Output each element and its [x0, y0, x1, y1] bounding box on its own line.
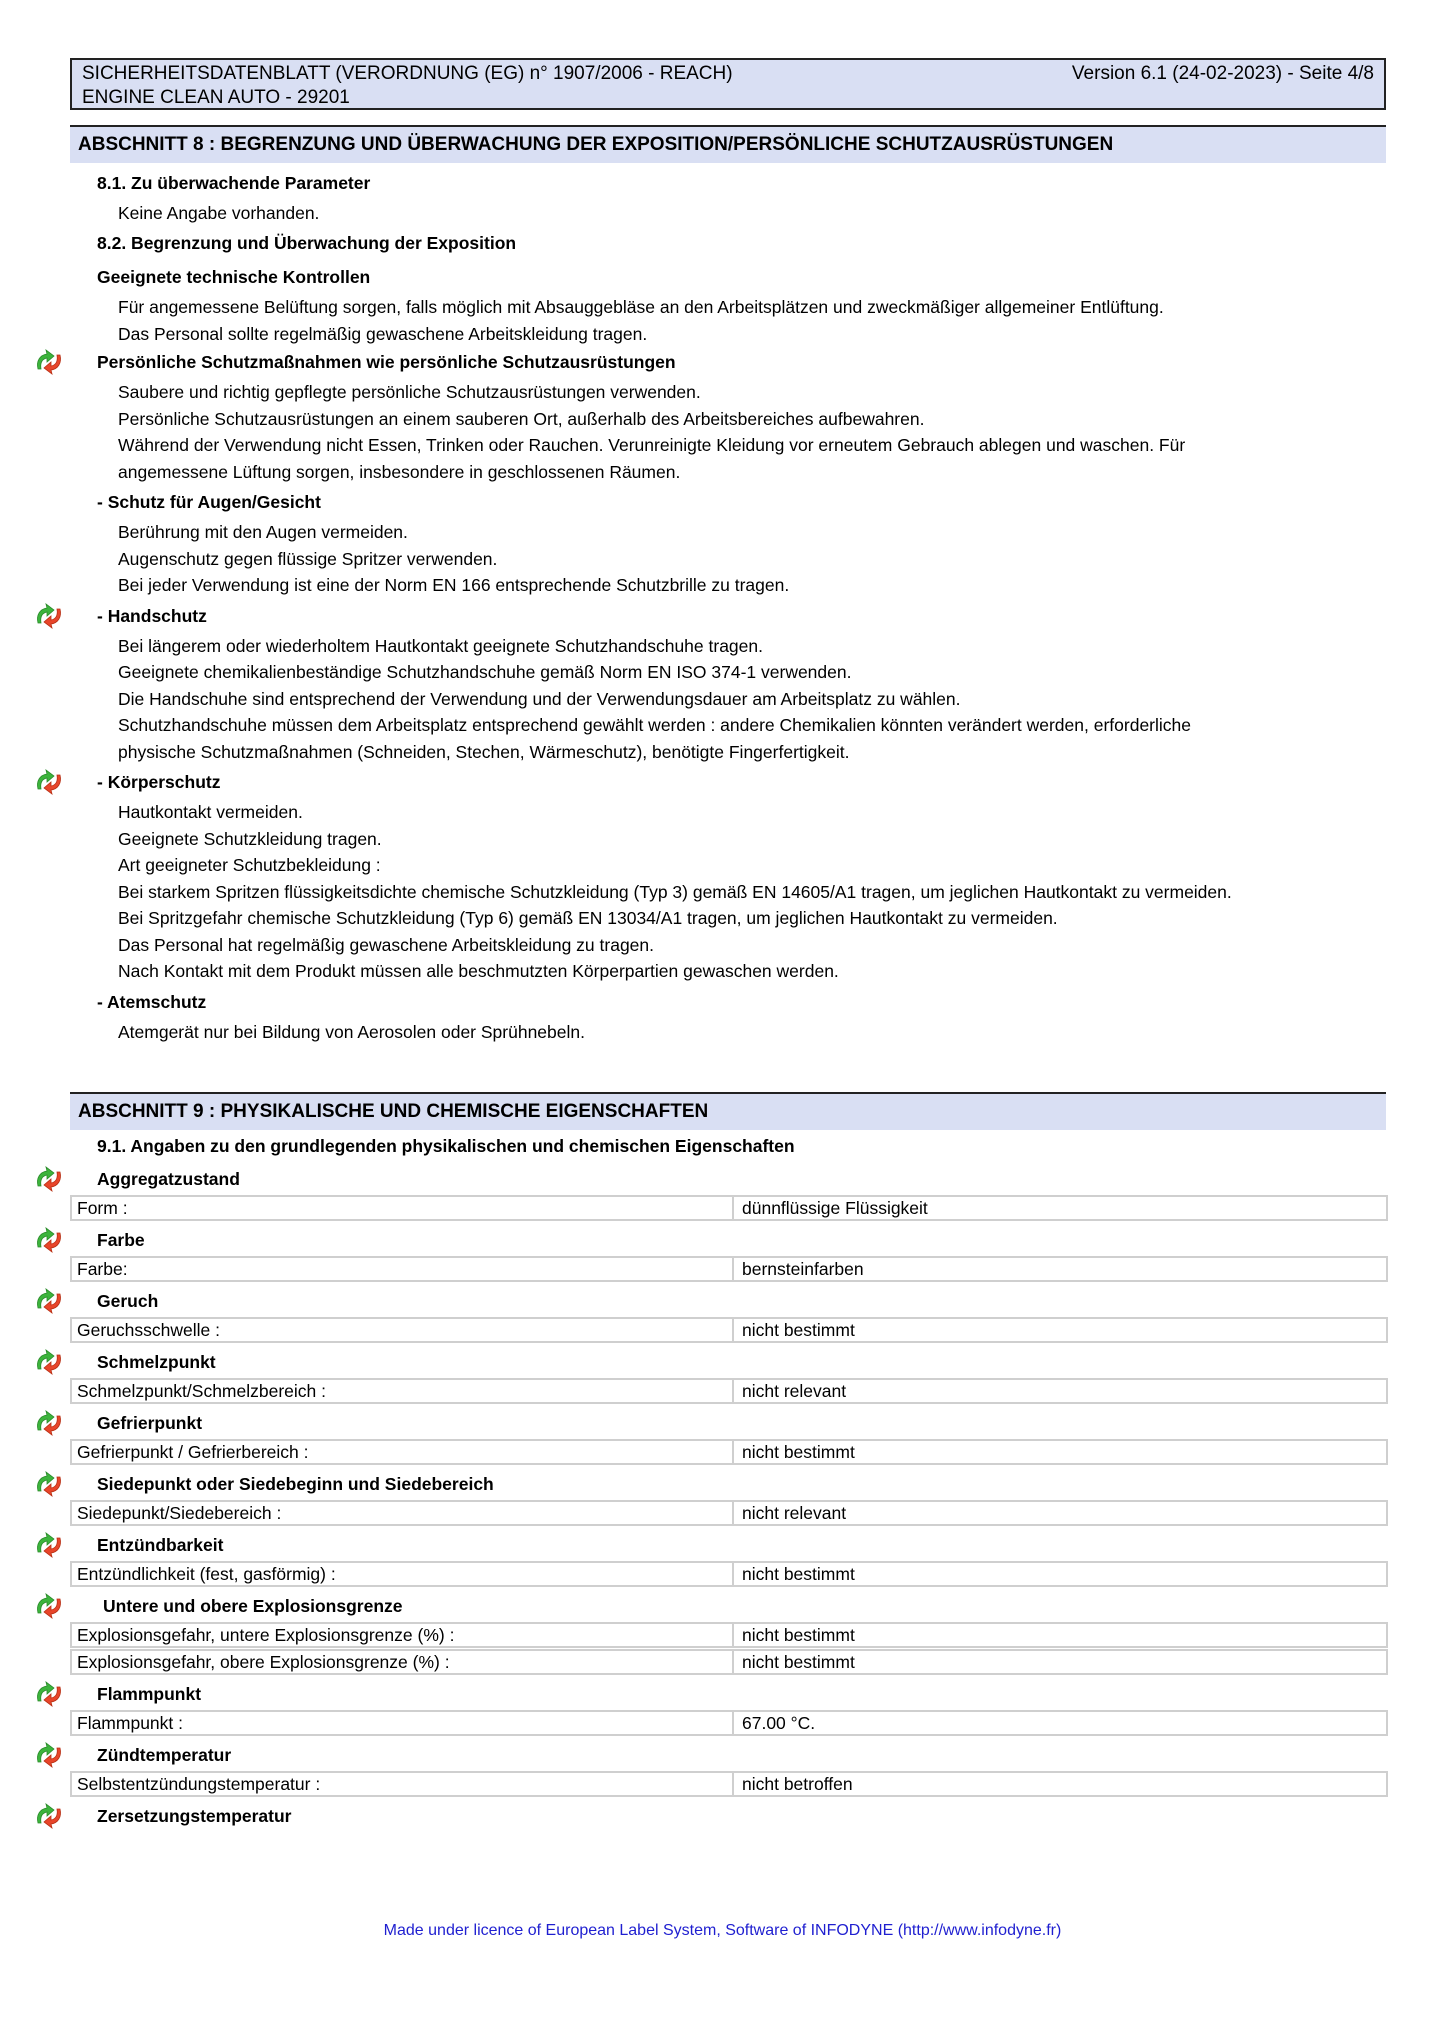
- version-info: Version 6.1 (24-02-2023) - Seite 4/8: [1071, 63, 1374, 84]
- property-row: [70, 1256, 1388, 1282]
- property-value: nicht relevant: [742, 1503, 847, 1523]
- section-8-title: ABSCHNITT 8 : BEGRENZUNG UND ÜBERWACHUNG DER EXPOSITION/PERSÖNLICHE SCHUTZAUSRÜSTUNGEN: [70, 125, 1386, 163]
- hand-protection-text: physische Schutzmaßnahmen (Schneiden, Stechen, Wärmeschutz), benötigte Fingerfertigkeit.: [118, 741, 850, 762]
- property-group-title: Schmelzpunkt: [97, 1352, 216, 1372]
- property-name: Gefrierpunkt / Gefrierbereich :: [72, 1441, 734, 1463]
- property-name: Geruchsschwelle :: [72, 1319, 734, 1341]
- update-arrows-icon: [32, 1530, 66, 1560]
- property-name: Form :: [72, 1197, 734, 1219]
- personal-protection-title: Persönliche Schutzmaßnahmen wie persönliche Schutzausrüstungen: [97, 352, 676, 372]
- hand-protection-text: Die Handschuhe sind entsprechend der Verwendung und der Verwendungsdauer am Arbeitsplatz zu wählen.: [118, 688, 961, 709]
- hand-protection-title: - Handschutz: [97, 605, 207, 626]
- property-value: nicht bestimmt: [742, 1442, 855, 1462]
- property-value: dünnflüssige Flüssigkeit: [742, 1198, 928, 1218]
- update-arrows-icon: [32, 347, 66, 377]
- update-arrows-icon: [32, 1225, 66, 1255]
- body-protection-text: Das Personal hat regelmäßig gewaschene Arbeitskleidung zu tragen.: [118, 934, 655, 955]
- property-value: nicht bestimmt: [742, 1320, 855, 1340]
- property-row: [70, 1317, 1388, 1343]
- subsection-8-2-title: 8.2. Begrenzung und Überwachung der Exposition: [97, 233, 517, 253]
- eye-protection-text: Bei jeder Verwendung ist eine der Norm EN 166 entsprechende Schutzbrille zu tragen.: [118, 575, 790, 595]
- property-row: [70, 1195, 1388, 1221]
- update-arrows-icon: [32, 1801, 66, 1831]
- property-group-title: Aggregatzustand: [97, 1169, 240, 1189]
- technical-controls-text: Für angemessene Belüftung sorgen, falls möglich mit Absauggebläse an den Arbeitsplätzen und zweckmäßiger allgemeiner Entlüftung.: [118, 297, 1164, 317]
- property-value: nicht betroffen: [742, 1774, 853, 1794]
- body-protection-text: Hautkontakt vermeiden.: [118, 802, 303, 822]
- subsection-8-1-title: 8.1. Zu überwachende Parameter: [97, 173, 371, 193]
- property-name: Farbe:: [72, 1258, 734, 1280]
- property-value: nicht bestimmt: [742, 1652, 855, 1672]
- property-group-title: Zündtemperatur: [97, 1745, 232, 1765]
- product-name: ENGINE CLEAN AUTO - 29201: [82, 87, 350, 108]
- property-name: Siedepunkt/Siedebereich :: [72, 1502, 734, 1524]
- property-value: 67.00 °C.: [742, 1713, 816, 1733]
- technical-controls-text: Das Personal sollte regelmäßig gewaschene Arbeitskleidung tragen.: [118, 323, 648, 344]
- hand-protection-text: Schutzhandschuhe müssen dem Arbeitsplatz entsprechend gewählt werden : andere Chemikalien könnten verändert werden, erforderliche: [118, 715, 1191, 735]
- property-name: Schmelzpunkt/Schmelzbereich :: [72, 1380, 734, 1402]
- update-arrows-icon: [32, 767, 66, 797]
- personal-protection-text: Persönliche Schutzausrüstungen an einem sauberen Ort, außerhalb des Arbeitsbereiches aufbewahren.: [118, 408, 925, 429]
- property-row: [70, 1710, 1388, 1736]
- update-arrows-icon: [32, 1347, 66, 1377]
- hand-protection-text: Geeignete chemikalienbeständige Schutzhandschuhe gemäß Norm EN ISO 374-1 verwenden.: [118, 662, 852, 682]
- update-arrows-icon: [32, 601, 66, 631]
- personal-protection-text: Während der Verwendung nicht Essen, Trinken oder Rauchen. Verunreinigte Kleidung vor erneutem Gebrauch ablegen und waschen. Für: [118, 435, 1186, 455]
- property-group-title: Siedepunkt oder Siedebeginn und Siedebereich: [97, 1474, 494, 1494]
- section-9-title: ABSCHNITT 9 : PHYSIKALISCHE UND CHEMISCHE EIGENSCHAFTEN: [70, 1092, 1386, 1130]
- document-title: SICHERHEITSDATENBLATT (VERORDNUNG (EG) n° 1907/2006 - REACH): [82, 63, 733, 84]
- body-protection-text: Geeignete Schutzkleidung tragen.: [118, 828, 382, 849]
- property-value: nicht relevant: [742, 1381, 847, 1401]
- property-name: Flammpunkt :: [72, 1712, 734, 1734]
- property-row: [70, 1439, 1388, 1465]
- property-row: [70, 1378, 1388, 1404]
- property-name: Explosionsgefahr, obere Explosionsgrenze (%) :: [72, 1651, 734, 1673]
- technical-controls-title: Geeignete technische Kontrollen: [97, 267, 371, 287]
- property-group-title: Farbe: [97, 1230, 145, 1250]
- eye-protection-title: - Schutz für Augen/Gesicht: [97, 492, 321, 512]
- eye-protection-text: Augenschutz gegen flüssige Spritzer verwenden.: [118, 548, 498, 569]
- property-row: [70, 1561, 1388, 1587]
- property-row: [70, 1771, 1388, 1797]
- property-row: [70, 1500, 1388, 1526]
- property-name: Selbstentzündungstemperatur :: [72, 1773, 734, 1795]
- property-value: nicht bestimmt: [742, 1625, 855, 1645]
- body-protection-title: - Körperschutz: [97, 772, 221, 792]
- update-arrows-icon: [32, 1469, 66, 1499]
- property-group-title: Entzündbarkeit: [97, 1535, 224, 1555]
- personal-protection-text: angemessene Lüftung sorgen, insbesondere in geschlossenen Räumen.: [118, 461, 681, 482]
- update-arrows-icon: [32, 1591, 66, 1621]
- update-arrows-icon: [32, 1164, 66, 1194]
- update-arrows-icon: [32, 1679, 66, 1709]
- personal-protection-text: Saubere und richtig gepflegte persönliche Schutzausrüstungen verwenden.: [118, 382, 701, 402]
- subsection-8-1-text: Keine Angabe vorhanden.: [118, 203, 320, 223]
- update-arrows-icon: [32, 1286, 66, 1316]
- body-protection-text: Bei starkem Spritzen flüssigkeitsdichte chemische Schutzkleidung (Typ 3) gemäß EN 14605/A1 tragen, um jeglichen Hautkontakt zu vermeiden.: [118, 881, 1232, 902]
- property-row: [70, 1622, 1388, 1648]
- update-arrows-icon: [32, 1740, 66, 1770]
- property-row: [70, 1649, 1388, 1675]
- respiratory-protection-text: Atemgerät nur bei Bildung von Aerosolen oder Sprühnebeln.: [118, 1021, 585, 1042]
- property-name: Explosionsgefahr, untere Explosionsgrenze (%) :: [72, 1624, 734, 1646]
- eye-protection-text: Berührung mit den Augen vermeiden.: [118, 522, 408, 542]
- property-value: bernsteinfarben: [742, 1259, 864, 1279]
- property-group-title: Untere und obere Explosionsgrenze: [103, 1596, 403, 1616]
- update-arrows-icon: [32, 1408, 66, 1438]
- body-protection-text: Art geeigneter Schutzbekleidung :: [118, 855, 381, 875]
- property-value: nicht bestimmt: [742, 1564, 855, 1584]
- subsection-9-1-title: 9.1. Angaben zu den grundlegenden physikalischen und chemischen Eigenschaften: [97, 1136, 795, 1156]
- respiratory-protection-title: - Atemschutz: [97, 991, 207, 1012]
- hand-protection-text: Bei längerem oder wiederholtem Hautkontakt geeignete Schutzhandschuhe tragen.: [118, 635, 763, 656]
- property-group-title: Flammpunkt: [97, 1684, 202, 1704]
- footer-licence: Made under licence of European Label System, Software of INFODYNE (http://www.infodyne.fr): [383, 1922, 1062, 1939]
- document-header: [70, 58, 1386, 110]
- body-protection-text: Nach Kontakt mit dem Produkt müssen alle beschmutzten Körperpartien gewaschen werden.: [118, 961, 839, 981]
- property-group-title: Gefrierpunkt: [97, 1413, 203, 1433]
- property-group-title: Zersetzungstemperatur: [97, 1806, 292, 1826]
- property-group-title: Geruch: [97, 1291, 159, 1311]
- body-protection-text: Bei Spritzgefahr chemische Schutzkleidung (Typ 6) gemäß EN 13034/A1 tragen, um jeglichen Hautkontakt zu vermeiden.: [118, 908, 1058, 928]
- property-name: Entzündlichkeit (fest, gasförmig) :: [72, 1563, 734, 1585]
